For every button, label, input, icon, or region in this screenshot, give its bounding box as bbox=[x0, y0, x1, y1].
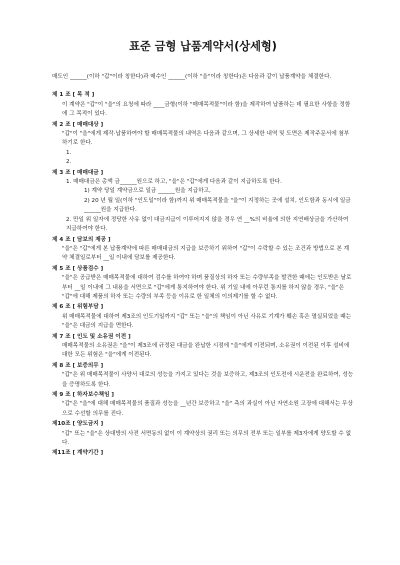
item-list bbox=[52, 178, 354, 234]
article-2 bbox=[52, 121, 354, 168]
article-text: 이 계약은 "갑"이 "을"의 요청에 따라 ____금형(이하 "매매목적물"이라 함)을 제작하여 납품하는 데 필요한 사항을 정함에 그 목적이 있다. bbox=[62, 101, 351, 118]
article-text: "갑"은 위 매매목적물이 사양서 대로의 성능을 가지고 있다는 것을 보증하고, 제3조의 인도전에 시운전을 완료하여, 성능을 증명하도록 한다. bbox=[62, 372, 354, 388]
article-text: "갑" 또는 "을"은 상대방의 사전 서면동의 없이 이 계약상의 권리 또는 의무의 전부 또는 일부를 제3자에게 양도할 수 없다. bbox=[62, 430, 352, 447]
article-text: "을"은 공급받은 매매목적물에 대하여 검수를 하여야 하며 품질상의 하자 또는 수량부족을 발견한 때에는 인도받은 날로부터 __일 이내에 그 내용을 서면으로 "갑"에게 통지하여야 한다. 위 기일 내에 아무런 통지를 하지 않을 경우, "을"은 "갑"에 대해 제품의 하자 또는 수량의 부족 등을 이유로 한 일체의 이의제기를 할 수 없다. bbox=[62, 275, 352, 300]
sub-item: 1) 계약 당일 계약금으로 일금 ______원을 지급하고, bbox=[84, 188, 211, 195]
list-item: 2. 만일 위 일자에 정당한 사유 없이 대금지급이 이루어지지 않을 경우 연 __%의 비율에 의한 지연배상금을 가산하여 지급하여야 한다. bbox=[66, 216, 349, 233]
list-item: 1. 매매대금은 총액 금______원으로 하고, "을"은 "갑"에게 다음과 같이 지급하도록 한다. bbox=[66, 179, 282, 186]
article-heading: 제 6 조 [ 위험부담 ] bbox=[52, 304, 104, 311]
article-text: "갑"이 "을"에게 제작·납품하여야 할 매매목적물의 내역은 다음과 같으며, 그 상세한 내역 및 도면은 제작주문서에 첨부하기로 한다. bbox=[62, 131, 350, 147]
article-7 bbox=[52, 333, 354, 361]
article-9 bbox=[52, 391, 354, 419]
article-heading: 제 5 조 [ 상품검수 ] bbox=[52, 265, 104, 272]
article-8 bbox=[52, 362, 354, 390]
article-heading: 제 2 조 [ 매매대상 ] bbox=[52, 121, 104, 128]
article-11 bbox=[52, 449, 354, 458]
document-title: 표준 금형 납품계약서(상세형) bbox=[129, 40, 277, 53]
sub-item: 2) 20 년 월 일(이하 "인도일"이라 함)까지 위 매매목적물을 "을"이 지정하는 곳에 설치, 인도함과 동시에 일금 ______원을 지급한다. bbox=[84, 197, 351, 214]
article-heading: 제 7 조 [ 인도 및 소유권 이전 ] bbox=[52, 333, 131, 340]
article-heading: 제11조 [ 계약기간 ] bbox=[52, 450, 104, 457]
article-10 bbox=[52, 420, 354, 448]
list-item: 1. bbox=[66, 149, 72, 156]
article-heading: 제 4 조 [ 담보의 제공 ] bbox=[52, 236, 111, 243]
article-1 bbox=[52, 91, 354, 119]
article-5 bbox=[52, 265, 354, 303]
article-heading: 제 1 조 [ 목 적 ] bbox=[52, 92, 95, 99]
article-3 bbox=[52, 169, 354, 235]
article-text: "을"은 "갑"에게 본 납품계약에 따른 매매대금의 지급을 보증하기 위하여 "갑"이 수락할 수 있는 조건과 방법으로 본 계약 체결일로부터 __일 이내에 담보를 제공한다. bbox=[62, 245, 350, 262]
item-list bbox=[52, 149, 354, 168]
intro-paragraph: 매도인 ______(이하 "갑"이라 칭한다)과 매수인 ______(이하 "을"이라 칭한다)은 다음과 같이 납품계약을 체결한다. bbox=[52, 74, 332, 80]
article-6 bbox=[52, 303, 354, 331]
article-heading: 제 3 조 [ 매매대금 ] bbox=[52, 169, 104, 176]
article-heading: 제10조 [ 양도금지 ] bbox=[52, 421, 104, 428]
article-4 bbox=[52, 236, 354, 264]
article-heading: 제 8 조 [ 보증의무 ] bbox=[52, 362, 104, 369]
article-text: "갑"은 "을"에 대해 매매목적물의 품질과 성능을 __년간 보증하고 "을" 측의 과실이 아닌 자연소원 고장에 대해서는 무상으로 수선할 의무를 진다. bbox=[62, 401, 353, 417]
article-heading: 제 9 조 [ 하자보수책임 ] bbox=[52, 392, 114, 398]
article-text: 매매목적물의 소유권은 "을"이 제3조에 규정된 대금을 완납한 시점에 "을"에게 이전되며, 소유권이 이전된 이후 설비에 대한 모든 위험은 "을"에게 이전된다. bbox=[62, 342, 350, 359]
article-text: 위 매매목적물에 대하여 제3조의 인도기일까지 "갑" 또는 "을"의 책임이 아닌 사유로 기계가 훼손 혹은 멸실되었을 때는 "을"은 대금의 지급을 면한다. bbox=[62, 313, 352, 330]
list-item: 2. bbox=[66, 159, 72, 166]
